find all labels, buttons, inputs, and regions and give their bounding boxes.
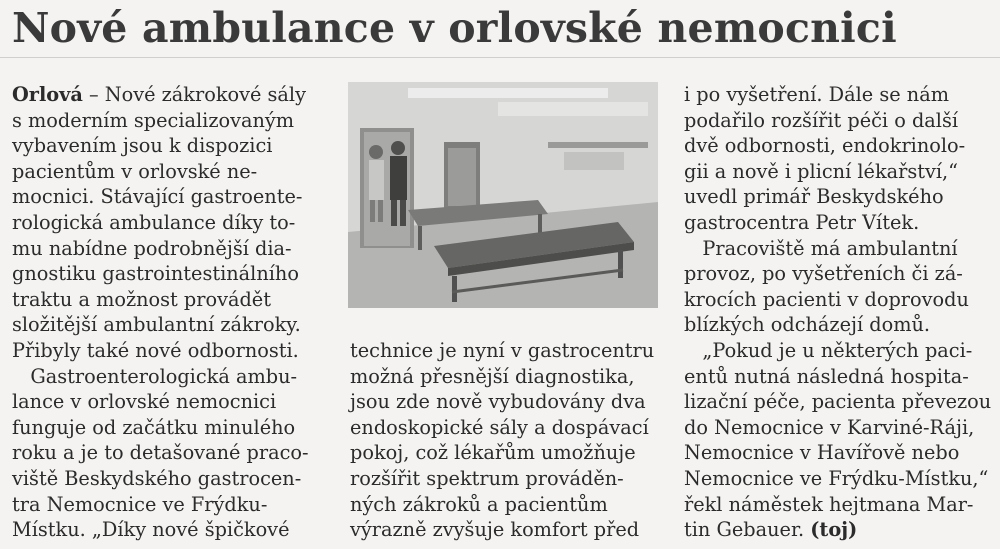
text-line: výrazně zvyšuje komfort před: [350, 518, 640, 542]
text-line: gnostiku gastrointestinálního: [12, 262, 299, 286]
text-line: lizační péče, pacienta převezou: [684, 390, 992, 414]
article-column-3: [684, 82, 991, 543]
text-line: ných zákroků a pacientům: [350, 492, 608, 516]
text-line: s moderním specializovaným: [12, 108, 295, 132]
text-line: technice je nyní v gastrocentru: [350, 339, 655, 362]
text-line: Nemocnice v Havířově nebo: [684, 441, 960, 465]
dateline: Orlová: [12, 83, 83, 106]
text-line-rest: – Nové zákrokové sály: [82, 83, 306, 106]
text-line: blízkých odcházejí domů.: [684, 313, 931, 337]
text-line: Gastroenterologická ambu-: [12, 364, 298, 388]
text-line: „Pokud je u některých paci-: [684, 338, 973, 362]
text-line: gii a nově i plicní lékařství,“: [684, 159, 959, 183]
text-line: i po vyšetření. Dále se nám: [684, 83, 949, 106]
author-initials: (toj): [810, 518, 858, 542]
text-line: entů nutná následná hospita-: [684, 364, 969, 388]
text-line: funguje od začátku minulého: [12, 415, 296, 439]
hospital-room-photo: [348, 82, 658, 308]
text-line: možná přesnější diagnostika,: [350, 364, 635, 388]
text-line-rest: tin Gebauer.: [684, 518, 811, 542]
text-line: endoskopické sály a dospávací: [350, 415, 649, 439]
article-column-1: [12, 82, 309, 543]
text-line: lance v orlovské nemocnici: [12, 390, 277, 414]
text-line: mu nabídne podrobnější dia-: [12, 236, 292, 260]
headline-divider: [0, 57, 1000, 58]
text-line: rozšířit spektrum prováděn-: [350, 466, 624, 490]
text-line: gastrocentra Petr Vítek.: [684, 210, 920, 234]
text-line: Pracoviště má ambulantní: [684, 236, 958, 260]
text-line: uvedl primář Beskydského: [684, 185, 944, 209]
text-line: složitější ambulantní zákroky.: [12, 313, 301, 337]
photo-illustration: [348, 82, 658, 308]
text-line: vybavením jsou k dispozici: [12, 134, 273, 158]
text-line: Nemocnice ve Frýdku-Místku,“: [684, 466, 989, 490]
text-line: Místku. „Díky nové špičkové: [12, 518, 290, 542]
text-line: dvě odbornosti, endokrinolo-: [684, 134, 966, 158]
text-line: mocnici. Stávající gastroente-: [12, 185, 303, 209]
text-line: podařilo rozšířit péči o další: [684, 108, 959, 132]
text-line: viště Beskydského gastrocen-: [12, 466, 302, 490]
text-line: provoz, po vyšetřeních či zá-: [684, 262, 963, 286]
text-line: roku a je to detašované praco-: [12, 441, 309, 465]
text-line: pokoj, což lékařům umožňuje: [350, 441, 636, 465]
article-column-2: [350, 338, 654, 543]
text-line: tra Nemocnice ve Frýdku-: [12, 492, 268, 516]
text-line: do Nemocnice v Karviné-Ráji,: [684, 415, 975, 439]
text-line: Přibyly také nové odbornosti.: [12, 338, 299, 362]
text-line: pacientům v orlovské ne-: [12, 159, 258, 183]
text-line: krocích pacienti v doprovodu: [684, 287, 969, 311]
article-headline: Nové ambulance v orlovské nemocnici: [12, 4, 897, 52]
text-line: jsou zde nově vybudovány dva: [350, 390, 646, 414]
text-line: rologická ambulance díky to-: [12, 210, 296, 234]
text-line: traktu a možnost provádět: [12, 287, 271, 311]
text-line: [12, 82, 309, 108]
text-line: [684, 517, 991, 543]
text-line: řekl náměstek hejtmana Mar-: [684, 492, 974, 516]
